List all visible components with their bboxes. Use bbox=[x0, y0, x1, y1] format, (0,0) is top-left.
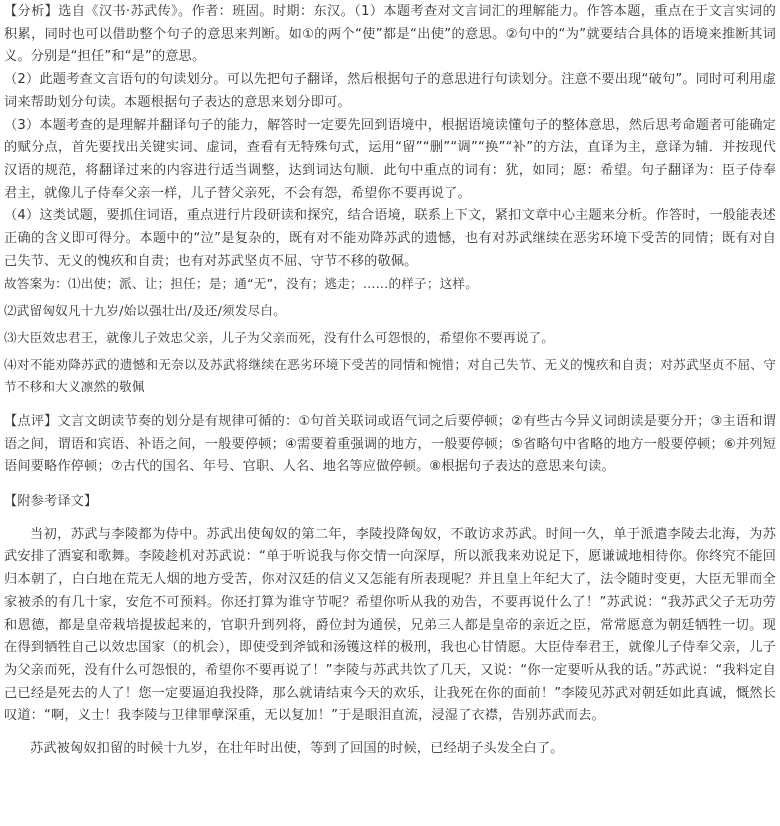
translation-heading: 【附参考译文】 bbox=[4, 494, 98, 510]
answer-line-2: ⑵武留匈奴凡十九岁/始以强壮出/及还/须发尽白。 bbox=[4, 303, 286, 319]
analysis-paragraph-4: （4）这类试题，要抓住词语，重点进行片段研读和探究，结合语境，联系上下文，紧扣文章中心主题来分析。作答时，一般能表述正确的含义即可得分。本题中的“泣”是复杂的，既有对不能劝降苏武的遗憾，也有对苏武继续在恶劣环境下受苦的同情；既有对自己失节、无义的愧疚和自责；也有对苏武坚贞不屈、守节不移的敬佩。 bbox=[4, 208, 776, 269]
answer-line-3: ⑶大臣效忠君王，就像儿子效忠父亲，儿子为父亲而死，没有什么可怨恨的，希望你不要再说了。 bbox=[4, 329, 555, 345]
translation-paragraph-1: 当初，苏武与李陵都为侍中。苏武出使匈奴的第二年，李陵投降匈奴，不敢访求苏武。时间一久，单于派遣李陵去北海，为苏武安排了酒宴和歌舞。李陵趁机对苏武说：“单于听说我与你交情一向深厚，所以派我来劝说足下，愿谦诚地相待你。你终究不能回归本朝了，白白地在荒无人烟的地方受苦，你对汉廷的信义又怎能有所表现呢？并且皇上年纪大了，法令随时变更，大臣无罪而全家被杀的有几十家，安危不可预料。你还打算为谁守节呢？希望你听从我的劝告，不要再说什么了！”苏武说：“我苏武父子无功劳和恩德，都是皇帝栽培提拔起来的，官职升到列将，爵位封为通侯，兄弟三人都是皇帝的亲近之臣，常常愿意为朝廷牺牲一切。现在得到牺牲自己以效忠国家（的机会），即使受到斧钺和汤镬这样的极刑，我也心甘情愿。大臣侍奉君王，就像儿子侍奉父亲，儿子为父亲而死，没有什么可怨恨的，希望你不要再说了！”李陵与苏武共饮了几天，又说：“你一定要听从我的话。”苏武说：“我料定自己已经是死去的人了！您一定要逼迫我投降，那么就请结束今天的欢乐，让我死在你的面前！”李陵见苏武对朝廷如此真诚，慨然长叹道：“啊，义士！我李陵与卫律罪孽深重，无以复加！”于是眼泪直流，浸湿了衣襟，告别苏武而去。 bbox=[4, 526, 776, 724]
answer-line-4: ⑷对不能劝降苏武的遗憾和无奈以及苏武将继续在恶劣环境下受苦的同情和惋惜；对自己失节、无义的愧疚和自责；对苏武坚贞不屈、守节不移和大义凛然的敬佩 bbox=[4, 356, 776, 395]
analysis-paragraph-3: （3）本题考查的是理解并翻译句子的能力，解答时一定要先回到语境中，根据语境读懂句子的整体意思，然后思考命题者可能确定的赋分点，首先要找出关键实词、虚词，查看有无特殊句式，运用“留”“删”“调”“换”“补”的方法，直译为主，意译为辅．并按现代汉语的规范，将翻译过来的内容进行适当调整，达到词达句顺．此句中重点的词有：犹，如同；愿：希望。句子翻译为：臣子侍奉君主，就像儿子侍奉父亲一样，儿子替父亲死，不会有怨，希望你不要再说了。 bbox=[4, 117, 776, 201]
analysis-paragraph-2: （2）此题考查文言语句的句读划分。可以先把句子翻译，然后根据句子的意思进行句读划分。注意不要出现“破句”。同时可利用虚词来帮助划分句读。本题根据句子表达的意思来划分即可。 bbox=[4, 72, 776, 110]
comment-paragraph: 【点评】文言文朗读节奏的划分是有规律可循的：①句首关联词或语气词之后要停顿；②有些古今异义词朗读是要分开；③主语和谓语之间，谓语和宾语、补语之间，一般要停顿；④需要着重强调的地方，一般要停顿；⑤省略句中省略的地方一般要停顿；⑥并列短语间要略作停顿；⑦古代的国名、年号、官职、人名、地名等应做停顿。⑧根据句子表达的意思来句读。 bbox=[4, 413, 776, 475]
answer-line-1: 故答案为：⑴出使；派、让；担任；是；通“无”，没有；逃走；……的样子；这样。 bbox=[4, 276, 479, 292]
translation-paragraph-2: 苏武被匈奴扣留的时候十九岁，在壮年时出使，等到了回国的时候，已经胡子头发全白了。 bbox=[30, 741, 564, 757]
analysis-paragraph-1: 【分析】选自《汉书·苏武传》。作者：班固。时期：东汉。（1）本题考查对文言词汇的理解能力。作答本题，重点在于文言实词的积累，同时也可以借助整个句子的意思来判断。如①的两个“使”都是“出使”的意思。②句中的“为”就要结合具体的语境来推断其词义。分别是“担任”和“是”的意思。 bbox=[4, 4, 776, 65]
